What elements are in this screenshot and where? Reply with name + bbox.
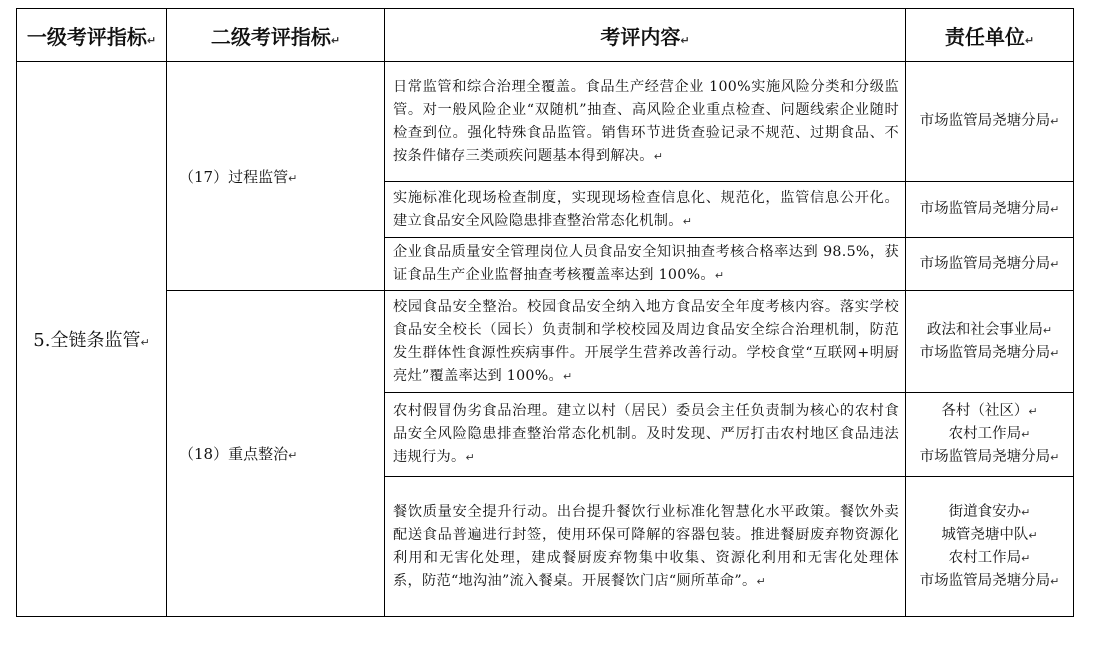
level2-cell-17: （17）过程监管↵ [167,62,385,291]
header-row [17,9,1074,62]
content-cell: 日常监管和综合治理全覆盖。食品生产经营企业 100%实施风险分类和分级监管。对一般风险企业“双随机”抽查、高风险企业重点检查、问题线索企业随时检查到位。强化特殊食品监管。销售环节进货查验记录不规范、过期食品、不按条件储存三类顽疾问题基本得到解决。↵ [385,62,906,182]
header-level1: 一级考评指标↵ [17,9,167,62]
unit-cell: 政法和社会事业局↵ 市场监管局尧塘分局↵ [906,291,1074,393]
unit-cell: 市场监管局尧塘分局↵ [906,62,1074,182]
header-level2: 二级考评指标↵ [167,9,385,62]
unit-cell: 市场监管局尧塘分局↵ [906,238,1074,291]
unit-cell: 市场监管局尧塘分局↵ [906,182,1074,238]
content-cell: 企业食品质量安全管理岗位人员食品安全知识抽查考核合格率达到 98.5%，获证食品生产企业监督抽查考核覆盖率达到 100%。↵ [385,238,906,291]
unit-cell: 各村（社区）↵ 农村工作局↵ 市场监管局尧塘分局↵ [906,393,1074,477]
level1-cell: 5.全链条监管↵ [17,62,167,617]
header-unit: 责任单位↵ [906,9,1074,62]
content-cell: 实施标准化现场检查制度，实现现场检查信息化、规范化，监管信息公开化。建立食品安全风险隐患排查整治常态化机制。↵ [385,182,906,238]
level2-cell-18: （18）重点整治↵ [167,291,385,617]
content-cell: 农村假冒伪劣食品治理。建立以村（居民）委员会主任负责制为核心的农村食品安全风险隐患排查整治常态化机制。及时发现、严厉打击农村地区食品违法违规行为。↵ [385,393,906,477]
header-content: 考评内容↵ [385,9,906,62]
table-row [17,291,1074,393]
content-cell: 餐饮质量安全提升行动。出台提升餐饮行业标准化智慧化水平政策。餐饮外卖配送食品普遍进行封签，使用环保可降解的容器包装。推进餐厨废弃物资源化利用和无害化处理，建成餐厨废弃物集中收集、资源化利用和无害化处理体系，防范“地沟油”流入餐桌。开展餐饮门店“厕所革命”。↵ [385,477,906,617]
table-row [17,62,1074,182]
content-cell: 校园食品安全整治。校园食品安全纳入地方食品安全年度考核内容。落实学校食品安全校长（园长）负责制和学校校园及周边食品安全综合治理机制，防范发生群体性食源性疾病事件。开展学生营养改善行动。学校食堂“互联网+明厨亮灶”覆盖率达到 100%。↵ [385,291,906,393]
assessment-table [16,8,1074,617]
unit-cell: 街道食安办↵ 城管尧塘中队↵ 农村工作局↵ 市场监管局尧塘分局↵ [906,477,1074,617]
